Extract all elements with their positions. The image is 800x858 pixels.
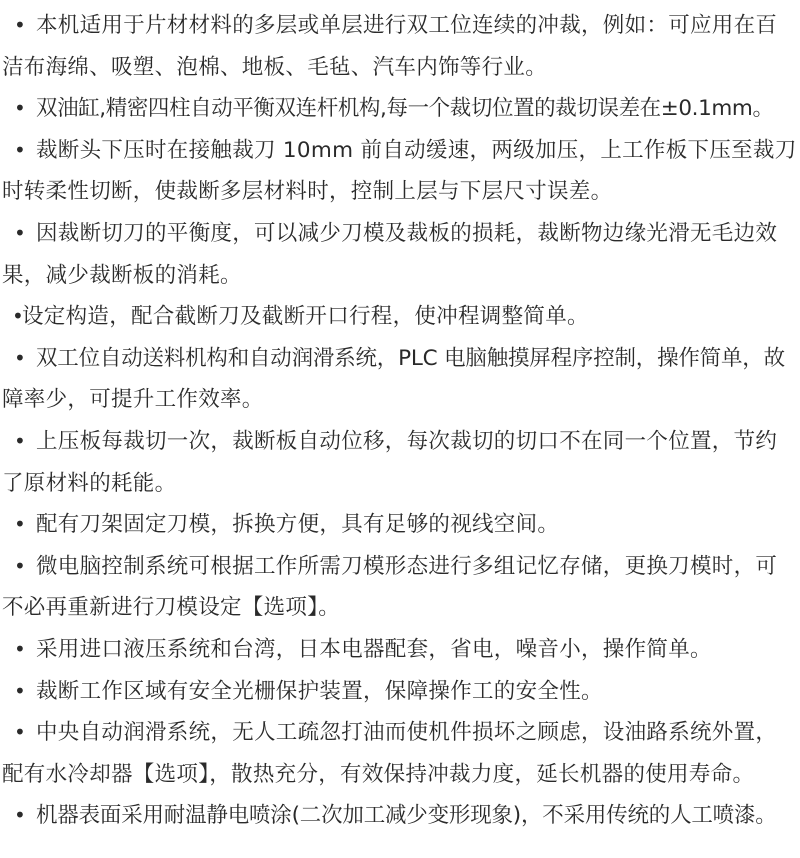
feature-item-dual-station [2, 338, 800, 421]
feature-text: 机器表面采用耐温静电喷涂(二次加工减少变形现象)，不采用传统的人工喷漆。 [36, 803, 777, 829]
bullet-icon: • [14, 137, 27, 162]
feature-text: 中央自动润滑系统，无人工疏忽打油而使机件损坏之顾虑，设油路系统外置， [36, 720, 778, 746]
feature-text: 果，减少裁断板的消耗。 [2, 262, 242, 288]
feature-text: 双工位自动送料机构和自动润滑系统，PLC 电脑触摸屏程序控制，操作简单，故 [36, 345, 785, 371]
bullet-icon: • [14, 553, 27, 578]
feature-text: 因裁断切刀的平衡度，可以减少刀模及裁板的损耗，裁断物边缘光滑无毛边效 [36, 220, 778, 246]
bullet-icon: • [14, 678, 27, 703]
bullet-icon: • [14, 720, 27, 745]
feature-item-plate-shift [2, 421, 800, 504]
feature-text: 洁布海绵、吸塑、泡棉、地板、毛毡、汽车内饰等行业。 [2, 54, 548, 80]
feature-text: 配有水冷却器【选项】，散热充分，有效保持冲裁力度，延长机器的使用寿命。 [2, 761, 755, 787]
bullet-icon: • [14, 428, 27, 453]
feature-text: 上压板每裁切一次，裁断板自动位移，每次裁切的切口不在同一个位置，节约 [36, 428, 778, 454]
feature-text: 时转柔性切断，使裁断多层材料时，控制上层与下层尺寸误差。 [2, 179, 613, 205]
feature-item-application [2, 5, 800, 88]
feature-text: 双油缸,精密四柱自动平衡双连杆机构,每一个裁切位置的裁切误差在±0.1mm。 [36, 96, 774, 122]
feature-item-memory [2, 546, 800, 629]
feature-text: 本机适用于片材材料的多层或单层进行双工位连续的冲裁，例如：可应用在百 [36, 13, 778, 38]
bullet-icon: • [14, 13, 27, 37]
feature-item-lubrication [2, 712, 800, 795]
feature-item-coating [14, 795, 800, 837]
feature-item-structure [14, 296, 800, 338]
feature-text: 微电脑控制系统可根据工作所需刀模形态进行多组记忆存储，更换刀模时，可 [36, 553, 778, 579]
feature-text: 了原材料的耗能。 [2, 470, 177, 496]
feature-text: 障率少，可提升工作效率。 [2, 387, 264, 413]
bullet-icon: • [14, 220, 27, 245]
feature-text: 不必再重新进行刀模设定【选项】。 [2, 595, 341, 621]
feature-text: 设定构造，配合截断刀及截断开口行程，使冲程调整简单。 [22, 304, 589, 330]
feature-item-slowdown [2, 130, 800, 213]
feature-text: 裁断工作区域有安全光栅保护装置，保障操作工的安全性。 [36, 678, 603, 704]
feature-item-knife-holder [14, 504, 800, 546]
feature-item-balance [2, 213, 800, 296]
feature-item-hydraulics [14, 629, 800, 671]
bullet-icon: • [14, 636, 27, 661]
bullet-icon: • [12, 304, 25, 329]
bullet-icon: • [14, 803, 27, 828]
bullet-icon: • [14, 512, 27, 537]
bullet-icon: • [14, 96, 27, 121]
feature-text: 裁断头下压时在接触裁刀 10mm 前自动缓速，两级加压，上工作板下压至裁刀 [36, 137, 797, 163]
feature-list [2, 5, 800, 837]
feature-item-safety [14, 671, 800, 713]
feature-text: 采用进口液压系统和台湾，日本电器配套，省电，噪音小，操作简单。 [36, 636, 712, 662]
feature-item-dual-cylinder [14, 88, 800, 130]
feature-text: 配有刀架固定刀模，拆换方便，具有足够的视线空间。 [36, 512, 560, 538]
bullet-icon: • [14, 345, 27, 370]
